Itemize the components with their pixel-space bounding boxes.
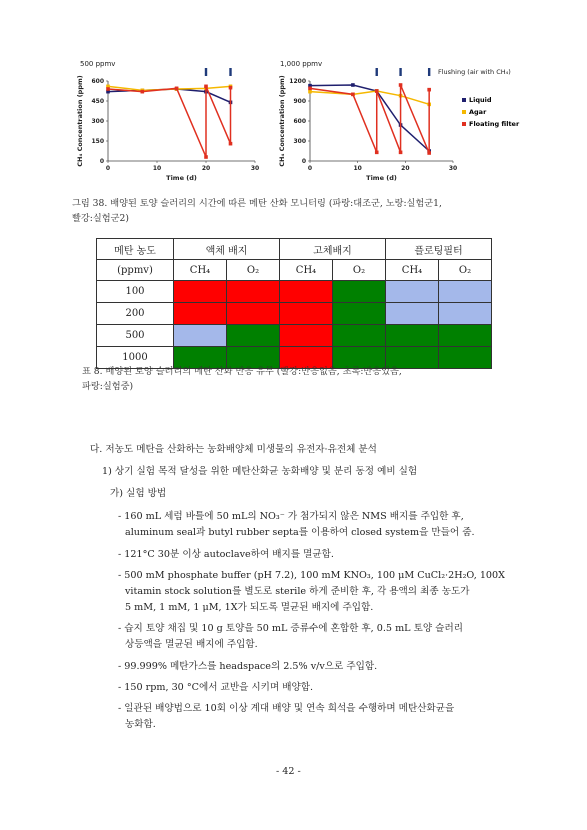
x-tick-label: 0 xyxy=(307,165,313,172)
data-point xyxy=(399,151,403,155)
table-status-cell xyxy=(386,303,439,325)
method-item-cont: vitamin stock solution를 별도로 sterile 하게 준비한 후, 각 용액의 최종 농도가 xyxy=(125,586,470,597)
flushing-marker xyxy=(229,68,231,76)
data-point xyxy=(175,87,179,91)
data-point xyxy=(308,90,312,94)
legend-swatch-floating xyxy=(462,122,466,126)
legend-swatch-agar xyxy=(462,110,466,114)
method-item-cont: 5 mM, 1 mM, 1 μM, 1X가 되도록 멸균된 배지에 주입함. xyxy=(125,602,374,613)
chart-legend xyxy=(462,96,520,128)
series-line xyxy=(310,85,429,151)
y-tick-label: 0 xyxy=(99,158,104,166)
figure-caption-line2: 빨강:실험군2) xyxy=(72,213,129,224)
series-line xyxy=(310,85,429,153)
y-tick-label: 0 xyxy=(301,158,306,166)
method-item: - 150 rpm, 30 °C에서 교반을 시키며 배양함. xyxy=(118,682,314,693)
y-tick-label: 900 xyxy=(293,98,306,106)
table-status-cell xyxy=(386,281,439,303)
figure-caption xyxy=(72,196,442,226)
chart-500-ppmv xyxy=(76,60,259,182)
series-line xyxy=(108,86,231,157)
table-sub-o2: O₂ xyxy=(439,260,492,281)
x-tick-label: 0 xyxy=(105,165,111,172)
flushing-marker xyxy=(399,68,401,76)
x-tick-label: 30 xyxy=(448,165,458,172)
table-status-cell xyxy=(333,303,386,325)
table-caption-line2: 파랑:실험중) xyxy=(82,381,134,392)
table-row-label: 200 xyxy=(97,303,174,325)
data-point xyxy=(427,151,431,155)
y-axis-label: CH₄ Concentration (ppm) xyxy=(76,75,84,167)
table-status-cell xyxy=(227,281,280,303)
data-point xyxy=(229,142,233,146)
table-status-cell xyxy=(174,325,227,347)
figure-caption-line1: 그림 38. 배양된 토양 슬러리의 시간에 따른 메탄 산화 모니터링 (파랑:대조군, 노랑:실험군1, xyxy=(72,198,442,209)
table-row xyxy=(97,281,492,303)
x-tick-label: 10 xyxy=(353,165,362,172)
flushing-note: Flushing (air with CH₄) xyxy=(438,68,511,76)
table-status-cell xyxy=(439,303,492,325)
data-point xyxy=(106,87,110,91)
table-row xyxy=(97,325,492,347)
table-sub-ch4: CH₄ xyxy=(280,260,333,281)
figure-38-charts xyxy=(0,0,587,190)
table-sub-o2: O₂ xyxy=(227,260,280,281)
y-tick-label: 600 xyxy=(91,78,104,86)
chart-title: 1,000 ppmv xyxy=(280,60,323,68)
flushing-marker xyxy=(376,68,378,76)
method-item: - 일관된 배양법으로 10회 이상 계대 배양 및 연속 희석을 수행하며 메탄산화균을 xyxy=(118,703,455,714)
table-sub-o2: O₂ xyxy=(333,260,386,281)
data-point xyxy=(229,86,233,90)
y-tick-label: 150 xyxy=(91,138,104,146)
table-status-cell xyxy=(280,325,333,347)
table-sub-ch4: CH₄ xyxy=(174,260,227,281)
y-axis-label: CH₄ Concentration (ppm) xyxy=(278,75,286,167)
table-header-unit: (ppmv) xyxy=(97,260,174,281)
data-point xyxy=(427,88,431,92)
data-point xyxy=(141,90,145,94)
chart-title: 500 ppmv xyxy=(80,60,116,68)
table-group-floating: 플로팅필터 xyxy=(386,239,492,260)
table-status-cell xyxy=(439,325,492,347)
data-point xyxy=(351,83,355,87)
data-point xyxy=(204,85,208,89)
series-line xyxy=(310,91,429,104)
data-point xyxy=(375,151,379,155)
method-item: - 160 mL 세럼 바틀에 50 mL의 NO₃⁻ 가 첨가되지 않은 NMS 배지를 주입한 후, xyxy=(118,511,464,522)
y-tick-label: 300 xyxy=(293,138,306,146)
x-tick-label: 20 xyxy=(201,165,211,172)
table-body xyxy=(97,281,492,369)
section-heading: 다. 저농도 메탄을 산화하는 농화배양체 미생물의 유전자·유전체 분석 xyxy=(90,444,377,455)
table-header-concentration: 메탄 농도 xyxy=(97,239,174,260)
x-axis-label: Time (d) xyxy=(166,174,197,182)
table-caption-line1: 표 8. 배양된 토양 슬러리의 메탄 산화 반응 유무 (빨강:반응없음, 초록:반응있음, xyxy=(82,366,402,377)
table-status-cell xyxy=(227,325,280,347)
y-tick-label: 300 xyxy=(91,118,104,126)
table-row-label: 1000 xyxy=(97,347,174,369)
table-status-cell xyxy=(227,303,280,325)
y-tick-label: 450 xyxy=(91,98,104,106)
table-group-liquid: 액체 배지 xyxy=(174,239,280,260)
flushing-marker xyxy=(428,68,430,76)
table-status-cell xyxy=(333,281,386,303)
x-axis-label: Time (d) xyxy=(366,174,397,182)
method-item: - 99.999% 메탄가스를 headspace의 2.5% v/v으로 주입함. xyxy=(118,661,378,672)
method-item-cont: 농화함. xyxy=(125,719,156,730)
subheading: 1) 상기 실험 목적 달성을 위한 메탄산화균 농화배양 및 분리 동정 예비 실험 xyxy=(102,466,418,477)
x-tick-label: 20 xyxy=(401,165,410,172)
table-sub-ch4: CH₄ xyxy=(386,260,439,281)
data-point xyxy=(399,83,403,87)
table-status-cell xyxy=(439,347,492,369)
method-item-cont: 상등액을 멸균된 배지에 주입함. xyxy=(125,639,258,650)
data-point xyxy=(204,155,208,159)
method-item: - 500 mM phosphate buffer (pH 7.2), 100 mM KNO₃, 100 μM CuCl₂·2H₂O, 100X xyxy=(118,570,505,581)
table-group-solid: 고체배지 xyxy=(280,239,386,260)
table-caption xyxy=(82,364,402,394)
table-status-cell xyxy=(333,325,386,347)
section-title: 가) 실험 방법 xyxy=(110,488,167,499)
method-item: - 습지 토양 채집 및 10 g 토양을 50 mL 증류수에 혼합한 후, 0.5 mL 토양 슬러리 xyxy=(118,623,463,634)
y-tick-label: 600 xyxy=(293,118,306,126)
legend-agar: Agar xyxy=(469,108,487,116)
table-row xyxy=(97,303,492,325)
data-point xyxy=(308,87,312,91)
x-tick-label: 30 xyxy=(250,165,260,172)
table-status-cell xyxy=(280,281,333,303)
table-status-cell xyxy=(174,281,227,303)
chart-1000-ppmv xyxy=(278,60,457,182)
table-row-label: 100 xyxy=(97,281,174,303)
method-item: - 121°C 30분 이상 autoclave하여 배지를 멸균함. xyxy=(118,549,334,560)
table-status-cell xyxy=(280,303,333,325)
legend-floating-filter: Floating filter xyxy=(469,120,520,128)
table-row-label: 500 xyxy=(97,325,174,347)
page-number: - 42 - xyxy=(276,766,301,777)
table-status-cell xyxy=(439,281,492,303)
y-tick-label: 1200 xyxy=(289,78,306,86)
x-tick-label: 10 xyxy=(152,165,162,172)
table-status-cell xyxy=(386,325,439,347)
methane-oxidation-table xyxy=(96,238,492,369)
method-item-cont: aluminum seal과 butyl rubber septa를 이용하여 closed system을 만들어 줌. xyxy=(125,527,475,538)
legend-swatch-liquid xyxy=(462,98,466,102)
legend-liquid: Liquid xyxy=(469,96,492,104)
table-status-cell xyxy=(174,303,227,325)
data-point xyxy=(375,89,379,93)
flushing-marker xyxy=(205,68,207,76)
data-point xyxy=(351,93,355,97)
